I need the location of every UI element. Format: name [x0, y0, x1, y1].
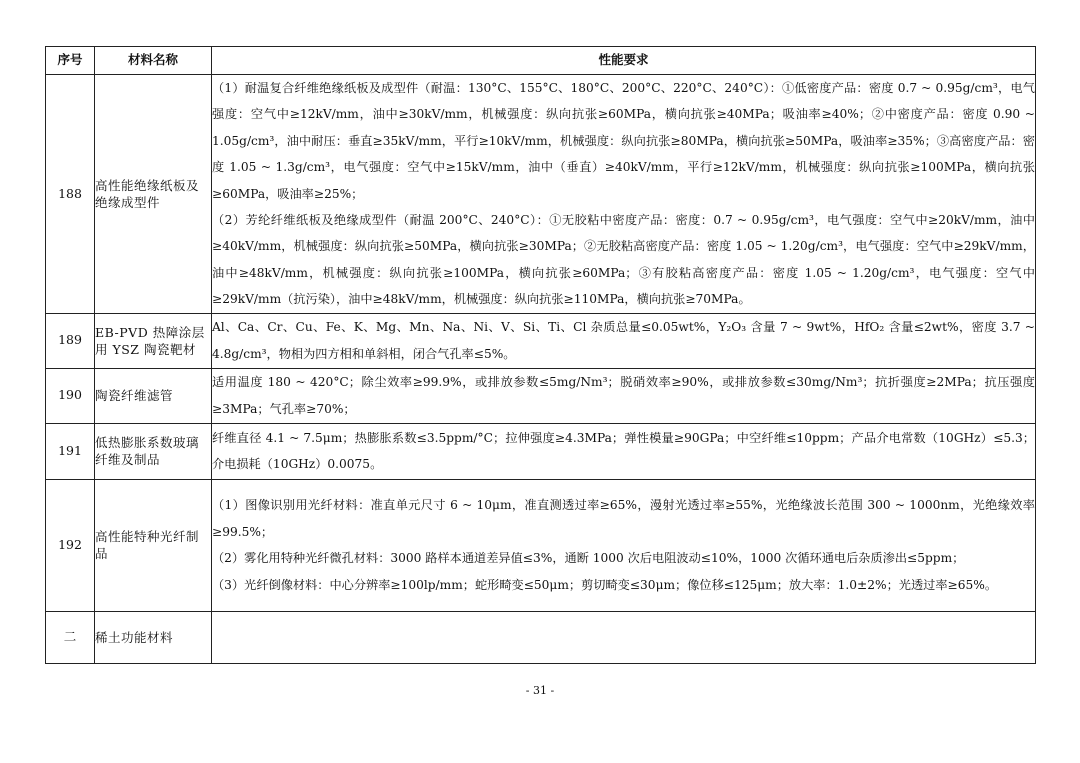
- requirements-cell: [212, 423, 1036, 479]
- material-name: 高性能特种光纤制品: [95, 479, 212, 611]
- table-row: [46, 75, 1036, 314]
- requirements-cell: [212, 313, 1036, 368]
- spec-table: [45, 46, 1036, 664]
- page-number: - 31 -: [525, 684, 555, 697]
- requirements-cell: [212, 75, 1036, 314]
- table-row: [46, 423, 1036, 479]
- requirements-cell: [212, 479, 1036, 611]
- row-number: 192: [46, 479, 95, 611]
- header-no: 序号: [46, 47, 95, 75]
- header-material-name: 材料名称: [95, 47, 212, 75]
- requirement-paragraph: （1）图像识别用光纤材料：准直单元尺寸 6 ~ 10μm，准直测透过率≥65%，漫射光透过率≥55%，光绝缘波长范围 300 ~ 1000nm，光绝缘效率≥99.5%；: [212, 498, 1035, 539]
- table-row: [46, 368, 1036, 423]
- row-number: 190: [46, 368, 95, 423]
- material-name: 高性能绝缘纸板及绝缘成型件: [95, 75, 212, 314]
- row-number: 191: [46, 423, 95, 479]
- requirements-cell: [212, 368, 1036, 423]
- requirement-paragraph: （2）雾化用特种光纤微孔材料：3000 路样本通道差异值≤3%，通断 1000 次后电阻波动≤10%，1000 次循环通电后杂质渗出≤5ppm；: [212, 551, 965, 566]
- requirement-paragraph: （3）光纤倒像材料：中心分辨率≥100lp/mm；蛇形畸变≤50μm；剪切畸变≤30μm；像位移≤125μm；放大率：1.0±2%；光透过率≥65%。: [212, 577, 998, 592]
- material-name: 陶瓷纤维滤管: [95, 368, 212, 423]
- requirement-paragraph: 纤维直径 4.1 ~ 7.5μm；热膨胀系数≤3.5ppm/°C；拉伸强度≥4.3MPa；弹性模量≥90GPa；中空纤维≤10ppm；产品介电常数（10GHz）≤5.3；介电损耗（10GHz）0.0075。: [212, 430, 1035, 472]
- requirement-paragraph: （2）芳纶纤维纸板及绝缘成型件（耐温 200°C、240°C）：①无胶粘中密度产品：密度：0.7 ~ 0.95g/cm³，电气强度：空气中≥20kV/mm，油中≥40kV/mm，机械强度：纵向抗张≥50MPa，横向抗张≥30MPa；②无胶粘高密度产品：密度 1.05 ~ 1.20g/cm³，电气强度：空气中≥29kV/mm，油中≥48kV/mm，机械强度：纵向抗张≥100MPa，横向抗张≥60MPa；③有胶粘高密度产品：密度 1.05 ~ 1.20g/cm³，电气强度：空气中≥29kV/mm（抗污染），油中≥48kV/mm，机械强度：纵向抗张≥110MPa，横向抗张≥70MPa。: [212, 213, 1035, 307]
- table-header-row: [46, 47, 1036, 75]
- requirement-paragraph: 适用温度 180 ~ 420°C；除尘效率≥99.9%，或排放参数≤5mg/Nm³；脱硝效率≥90%，或排放参数≤30mg/Nm³；抗折强度≥2MPa；抗压强度≥3MPa；气孔率≥70%；: [212, 375, 1035, 416]
- table-row: [46, 611, 1036, 663]
- material-name: EB-PVD 热障涂层用 YSZ 陶瓷靶材: [95, 313, 212, 368]
- table-row: [46, 479, 1036, 611]
- header-requirements: 性能要求: [212, 47, 1036, 75]
- row-number: 189: [46, 313, 95, 368]
- row-number: 188: [46, 75, 95, 314]
- section-number: 二: [46, 611, 95, 663]
- requirement-paragraph: （1）耐温复合纤维绝缘纸板及成型件（耐温：130°C、155°C、180°C、200°C、220°C、240°C）：①低密度产品：密度 0.7 ~ 0.95g/cm³，电气强度：空气中≥12kV/mm，油中≥30kV/mm，机械强度：纵向抗张≥60MPa，横向抗张≥40MPa；吸油率≥40%；②中密度产品：密度 0.90 ~ 1.05g/cm³，油中耐压：垂直≥35kV/mm，平行≥10kV/mm，机械强度：纵向抗张≥80MPa，横向抗张≥50MPa，吸油率≥35%；③高密度产品：密度 1.05 ~ 1.3g/cm³，电气强度：空气中≥15kV/mm，油中（垂直）≥40kV/mm，平行≥12kV/mm，机械强度：纵向抗张≥100MPa，横向抗张≥60MPa，吸油率≥25%；: [212, 81, 1035, 201]
- section-title: 稀土功能材料: [95, 611, 212, 663]
- table-row: [46, 313, 1036, 368]
- requirement-paragraph: Al、Ca、Cr、Cu、Fe、K、Mg、Mn、Na、Ni、V、Si、Ti、Cl 杂质总量≤0.05wt%，Y₂O₃ 含量 7 ~ 9wt%，HfO₂ 含量≤2wt%，密度 3.7 ~ 4.8g/cm³，物相为四方相和单斜相，闭合气孔率≤5%。: [212, 320, 1035, 361]
- material-name: 低热膨胀系数玻璃纤维及制品: [95, 423, 212, 479]
- requirements-cell: [212, 611, 1036, 663]
